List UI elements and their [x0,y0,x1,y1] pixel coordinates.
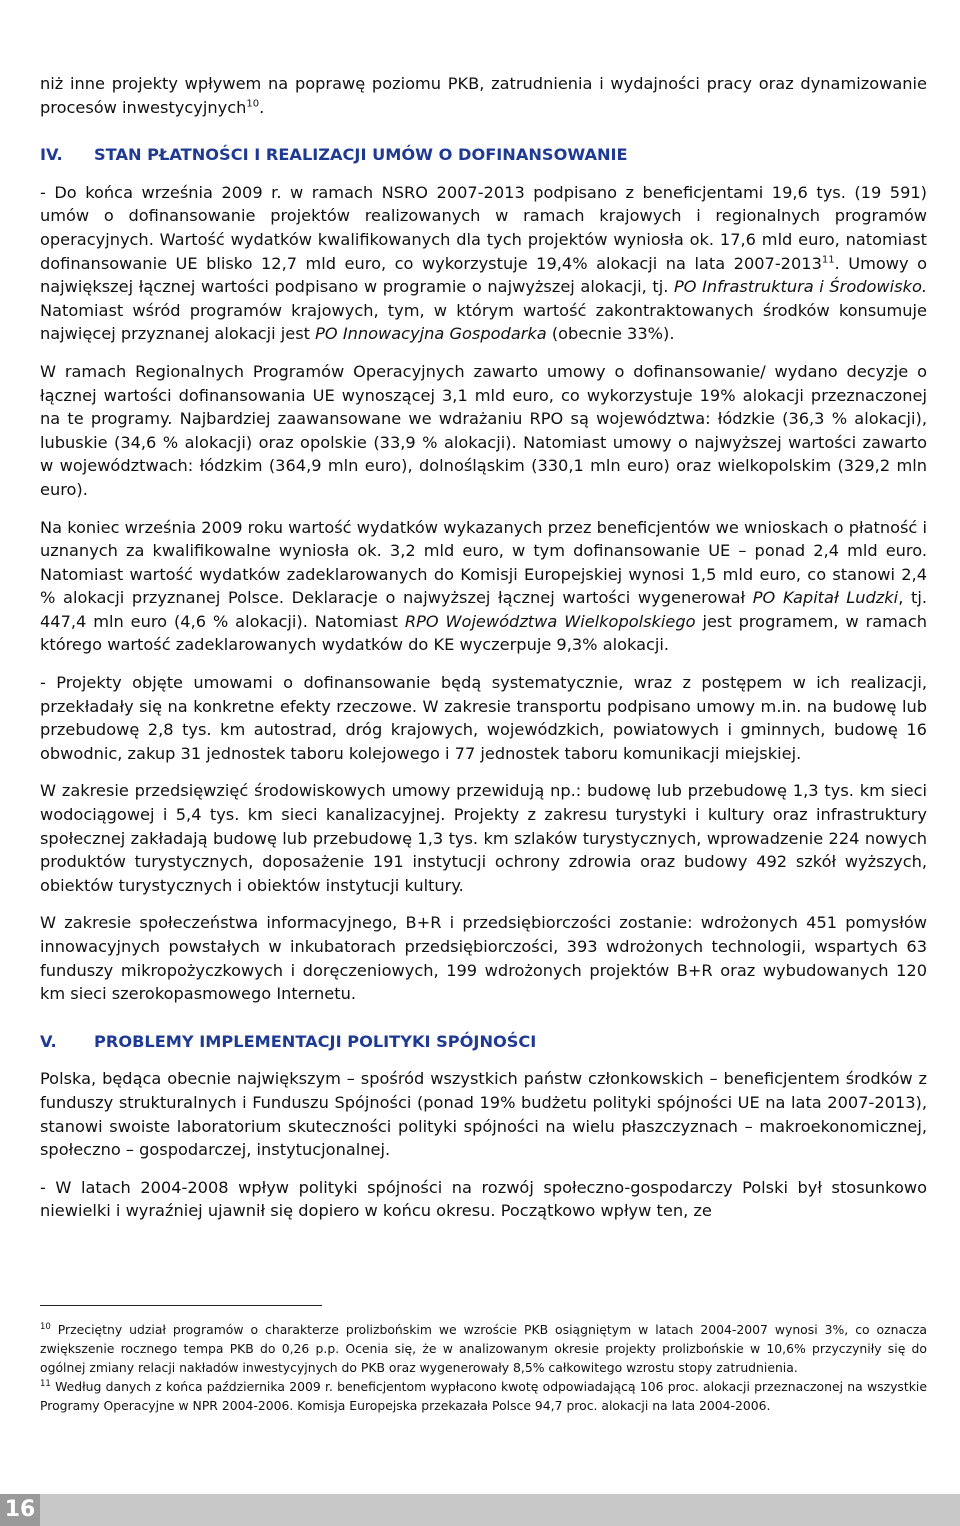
page-body [40,72,927,1223]
program-name: RPO Województwa Wielkopolskiego [404,611,696,631]
section-number: V. [40,1031,57,1051]
paragraph-environment: W zakresie przedsięwzięć środowiskowych umowy przewidują np.: budowę lub przebudowę 1,3 tys. km sieci wodociągowej i 5,4 tys. km sieci kanalizacyjnej. Projekty z zakresu turystyki i kultury oraz infrastruktury społecznej zakładają budowę lub przebudowę 1,3 tys. km szlaków turystycznych, wprowadzenie 224 nowych produktów turystycznych, doposażenie 191 instytucji ochrony zdrowia oraz budowy 492 szkół wyższych, obiektów turystycznych i obiektów instytucji kultury. [40,781,927,895]
section-heading-v [40,1030,927,1054]
section-title: STAN PŁATNOŚCI I REALIZACJI UMÓW O DOFINANSOWANIE [94,145,628,165]
program-name: PO Kapitał Ludzki [752,588,899,608]
section-title: PROBLEMY IMPLEMENTACJI POLITYKI SPÓJNOŚCI [94,1031,537,1051]
text-run: , tj. 447,4 mln euro (4,6 % alokacji). Natomiast [40,588,927,631]
footnote-10 [40,1320,927,1377]
page-number: 16 [0,1494,40,1526]
program-name: PO Innowacyjna Gospodarka [315,324,547,344]
paragraph-impact: - W latach 2004-2008 wpływ polityki spójności na rozwój społeczno-gospodarczy Polski był stosunkowo niewielki i wyraźniej ujawnił się dopiero w końcu okresu. Początkowo wpływ ten, ze [40,1177,927,1221]
text-run: Natomiast wśród programów krajowych, tym, w którym wartość zakontraktowanych środków konsumuje najwięcej przyznanej alokacji jest [40,300,927,344]
page-footer-bar [0,1494,960,1526]
program-name: PO Infrastruktura i Środowisko. [673,277,927,297]
intro-paragraph [40,72,927,119]
paragraph-rpo: W ramach Regionalnych Programów Operacyjnych zawarto umowy o dofinansowanie/ wydano decyzje o łącznej wartości dofinansowania UE wynoszącej 3,1 mld euro, co wykorzystuje 19% alokacji przeznaczonej na te programy. Najbardziej zaawansowane we wdrażaniu RPO są województwa: łódzkie (36,3 % alokacji), lubuskie (34,6 % alokacji) oraz opolskie (33,9 % alokacji). Natomiast umowy o najwyższej wartości zawarto w województwach: łódzkim (364,9 mln euro), dolnośląskim (330,1 mln euro) oraz wielkopolskim (329,2 mln euro). [40,361,927,499]
text-run: Na koniec września 2009 roku wartość wydatków wykazanych przez beneficjentów we wnioskach o płatność i uznanych za kwalifikowalne wyniosła ok. 3,2 mld euro, w tym dofinansowanie UE – ponad 2,4 mld euro. Natomiast wartość wydatków zadeklarowanych do Komisji Europejskiej wynosi 1,5 mld euro, co stanowi 2,4 % alokacji przyznanej Polsce. Deklaracje o najwyższej łącznej wartości wygenerował [40,517,927,608]
paragraph-payments [40,516,927,658]
footnote-number: 11 [40,1378,51,1389]
section-heading-iv [40,143,927,167]
paragraph-information-society: W zakresie społeczeństwa informacyjnego, B+R i przedsiębiorczości zostanie: wdrożonych 451 pomysłów innowacyjnych powstałych w inkubatorach przedsiębiorczości, 393 wdrożonych technologii, wspartych 63 funduszy mikropożyczkowych i doręczeniowych, 199 wdrożonych projektów B+R oraz wybudowanych 120 km sieci szerokopasmowego Internetu. [40,913,927,1004]
footnote-text: Według danych z końca października 2009 r. beneficjentom wypłacono kwotę odpowiadającą 106 proc. alokacji przeznaczonej na wszystkie Programy Operacyjne w NPR 2004-2006. Komisja Europejska przekazała Polsce 94,7 proc. alokacji na lata 2004-2006. [40,1379,927,1413]
paragraph-contracts [40,181,927,346]
footnote-number: 10 [40,1321,51,1332]
text-run: - Do końca września 2009 r. w ramach NSRO 2007-2013 podpisano z beneficjentami 19,6 tys. (19 591) umów o dofinansowanie projektów realizowanych w ramach krajowych i regionalnych programów operacyjnych. Wartość wydatków kwalifikowanych dla tych projektów wyniosła ok. 17,6 mld euro, natomiast dofinansowanie UE blisko 12,7 mld euro, co wykorzystuje 19,4% alokacji na lata 2007-2013 [40,182,927,273]
footnote-separator [40,1305,322,1306]
footnote-11 [40,1377,927,1415]
section-number: IV. [40,145,63,165]
footnotes [40,1320,927,1415]
paragraph-poland-beneficiary: Polska, będąca obecnie największym – spośród wszystkich państw członkowskich – beneficjentem środków z funduszy strukturalnych i Funduszu Spójności (ponad 19% budżetu polityki spójności UE na lata 2007-2013), stanowi swoiste laboratorium skuteczności polityki spójności na wielu płaszczyznach – makroekonomicznej, społeczno – gospodarczej, instytucjonalnej. [40,1069,927,1160]
text-run: jest programem, w ramach którego wartość zadeklarowanych wydatków do KE wyczerpuje 9,3% alokacji. [40,611,928,655]
footnote-text: Przeciętny udział programów o charakterze prolizbońskim we wzroście PKB osiągniętym w latach 2004-2007 wynosi 3%, co oznacza zwiększenie rocznego tempa PKB do 0,26 p.p. Ocenia się, że w analizowanym okresie projekty prolizbońskie w 10,6% przyczyniły się do ogólnej zmiany relacji nakładów inwestycyjnych do PKB oraz wygenerowały 8,5% całkowitego wzrostu stopy zatrudnienia. [40,1322,927,1375]
intro-tail: . [259,97,265,117]
footnote-ref-11[interactable]: 11 [821,254,835,266]
footnote-ref-10[interactable]: 10 [246,98,260,110]
text-run: (obecnie 33%). [546,324,675,344]
paragraph-transport: - Projekty objęte umowami o dofinansowanie będą systematycznie, wraz z postępem w ich realizacji, przekładały się na konkretne efekty rzeczowe. W zakresie transportu podpisano umowy m.in. na budowę lub przebudowę 2,8 tys. km autostrad, dróg krajowych, wojewódzkich, powiatowych i gminnych, budowę 16 obwodnic, zakup 31 jednostek taboru kolejowego i 77 jednostek taboru komunikacji miejskiej. [40,673,927,763]
intro-text: niż inne projekty wpływem na poprawę poziomu PKB, zatrudnienia i wydajności pracy oraz dynamizowanie procesów inwestycyjnych [40,74,927,117]
text-run: . Umowy o największej łącznej wartości podpisano w programie o najwyższej alokacji, tj. [40,253,928,297]
